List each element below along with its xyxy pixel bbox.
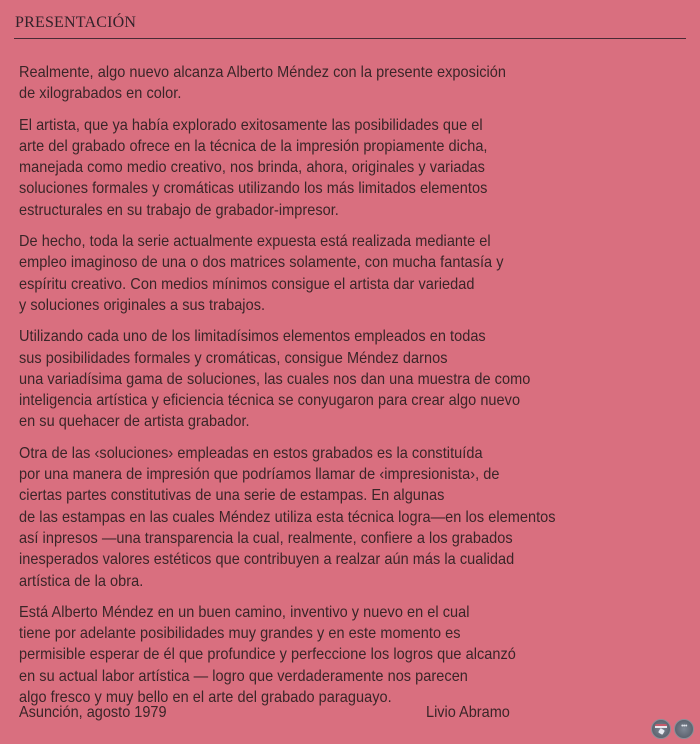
document-heading: PRESENTACIÓN (15, 14, 137, 31)
text-line: espíritu creativo. Con medios mínimos consigue el artista dar variedad (19, 275, 475, 293)
paragraph (19, 231, 689, 316)
text-line: algo fresco y muy bello en el arte del grabado paraguayo. (19, 689, 392, 707)
text-line: de las estampas en las cuales Méndez utiliza esta técnica logra—en los elementos (19, 508, 556, 526)
seals (651, 719, 694, 739)
paragraph (19, 62, 689, 105)
place-date: Asunción, agosto 1979 (19, 704, 167, 721)
text-line: Realmente, algo nuevo alcanza Alberto Méndez con la presente exposición (19, 64, 507, 81)
text-line: empleo imaginoso de una o dos matrices solamente, con mucha fantasía y (19, 254, 504, 272)
paraguay-seal-icon (651, 719, 671, 739)
paragraph (19, 115, 689, 221)
text-line: inesperados valores estéticos que contribuyen a realzar aún más la cualidad (19, 551, 515, 569)
text-line: artística de la obra. (19, 572, 144, 590)
author-signature: Livio Abramo (426, 704, 510, 721)
text-line: en su actual labor artística — logro que verdaderamente nos parecen (19, 667, 468, 685)
text-line: así inpresos —una transparencia la cual, realmente, confiere a los grabados (19, 529, 513, 547)
text-line: Otra de las ‹soluciones› empleadas en estos grabados es la constituída (19, 444, 483, 462)
text-line: una variadísima gama de soluciones, las cuales nos dan una muestra de como (19, 370, 531, 388)
text-line: El artista, que ya había explorado exitosamente las posibilidades que el (19, 116, 483, 134)
text-line: y soluciones originales a sus trabajos. (19, 296, 266, 314)
text-line: De hecho, toda la serie actualmente expuesta está realizada mediante el (19, 233, 491, 251)
heading-divider (14, 38, 686, 39)
emblem-seal-icon (674, 719, 694, 739)
text-line: en su quehacer de artista grabador. (19, 413, 250, 431)
text-line: inteligencia artística y eficiencia técnica se conyugaron para crear algo nuevo (19, 392, 521, 410)
text-line: Está Alberto Méndez en un buen camino, inventivo y nuevo en el cual (19, 603, 470, 621)
text-line: de xilograbados en color. (19, 85, 182, 103)
text-line: permisible esperar de él que profundice y perfeccione los logros que alcanzó (19, 646, 516, 664)
text-line: ciertas partes constitutivas de una serie de estampas. En algunas (19, 487, 445, 505)
text-line: soluciones formales y cromáticas utilizando los más limitados elementos (19, 180, 488, 198)
text-line: tiene por adelante posibilidades muy grandes y en este momento es (19, 625, 461, 643)
document-body (19, 62, 689, 718)
paragraph (19, 443, 689, 592)
text-line: manejada como medio creativo, nos brinda, ahora, originales y variadas (19, 159, 485, 177)
text-line: Utilizando cada uno de los limitadísimos elementos empleados en todas (19, 328, 486, 346)
text-line: por una manera de impresión que podríamos llamar de ‹impresionista›, de (19, 466, 500, 484)
paragraph (19, 326, 689, 432)
text-line: estructurales en su trabajo de grabador-impresor. (19, 201, 339, 219)
paragraph (19, 602, 689, 708)
text-line: sus posibilidades formales y cromáticas, consigue Méndez darnos (19, 349, 448, 367)
text-line: arte del grabado ofrece en la técnica de la impresión propiamente dicha, (19, 137, 488, 155)
